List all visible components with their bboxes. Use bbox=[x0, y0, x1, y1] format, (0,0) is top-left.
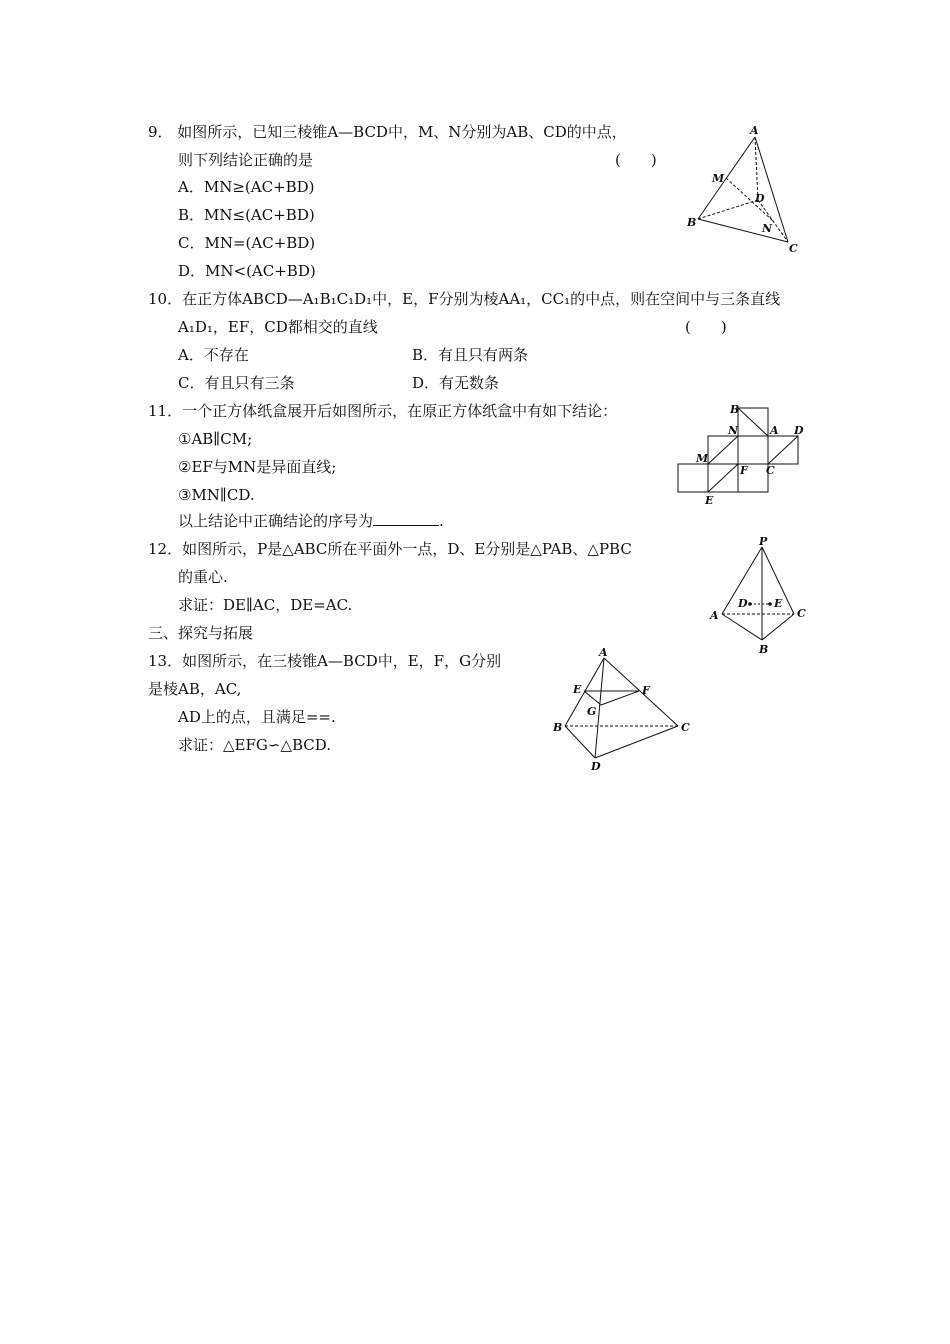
q11-label-b: B bbox=[730, 403, 740, 416]
q11-answer-line bbox=[178, 511, 444, 531]
q13-label-d: D bbox=[591, 760, 601, 773]
q12-label-p: P bbox=[759, 535, 768, 548]
q10-line1: 10．在正方体ABCD—A₁B₁C₁D₁中，E，F分别为棱AA₁，CC₁的中点，则在空间中与三条直线 bbox=[148, 290, 781, 308]
q13-line3: AD上的点，且满足==. bbox=[178, 708, 336, 726]
q9-option-a: A．MN≥(AC+BD) bbox=[178, 178, 315, 196]
q9-option-b: B．MN≤(AC+BD) bbox=[178, 206, 315, 224]
q10-option-a: A．不存在 bbox=[178, 346, 249, 364]
q9-label-a: A bbox=[750, 124, 759, 137]
q13-label-f: F bbox=[642, 684, 650, 697]
q10-option-d: D．有无数条 bbox=[412, 374, 500, 392]
q10-answer-bracket: ( ) bbox=[685, 318, 727, 336]
q9-label-n: N bbox=[762, 222, 773, 235]
q11-item1: ①AB∥CM; bbox=[178, 430, 253, 448]
q10-line2: A₁D₁，EF，CD都相交的直线 bbox=[178, 318, 378, 336]
q11-item2: ②EF与MN是异面直线; bbox=[178, 458, 337, 476]
q11-label-m: M bbox=[696, 452, 709, 465]
q12-line3: 求证：DE∥AC，DE=AC. bbox=[178, 596, 353, 614]
q12-label-d: D bbox=[738, 597, 748, 610]
q10-option-c: C．有且只有三条 bbox=[178, 374, 295, 392]
q11-answer-suffix: . bbox=[439, 512, 444, 530]
q12-label-a: A bbox=[710, 609, 719, 622]
q11-label-f: F bbox=[740, 464, 748, 477]
q11-label-d: D bbox=[794, 424, 804, 437]
q9-line2: 则下列结论正确的是 bbox=[178, 151, 314, 169]
q13-label-e: E bbox=[573, 683, 582, 696]
q12-label-b: B bbox=[759, 643, 769, 656]
q13-label-b: B bbox=[553, 721, 563, 734]
q11-item3: ③MN∥CD. bbox=[178, 486, 255, 504]
q11-answer-blank[interactable] bbox=[373, 511, 439, 526]
q12-line2: 的重心. bbox=[178, 568, 228, 586]
q10-option-b: B．有且只有两条 bbox=[412, 346, 529, 364]
q9-label-m: M bbox=[712, 172, 725, 185]
q13-label-c: C bbox=[681, 721, 690, 734]
q9-tetrahedron-figure bbox=[680, 122, 810, 257]
q12-label-e: E bbox=[774, 597, 783, 610]
section-three-heading: 三、探究与拓展 bbox=[148, 624, 254, 642]
q13-label-g: G bbox=[587, 705, 597, 718]
q12-pyramid-figure bbox=[700, 535, 820, 657]
q11-label-c: C bbox=[766, 464, 775, 477]
q9-label-c: C bbox=[789, 242, 798, 255]
q9-label-b: B bbox=[687, 216, 697, 229]
q13-line2: 是棱AB，AC, bbox=[148, 680, 242, 698]
q9-option-c: C．MN=(AC+BD) bbox=[178, 234, 316, 252]
q9-line1: 9． 如图所示，已知三棱锥A—BCD中，M、N分别为AB、CD的中点， bbox=[148, 123, 627, 141]
q9-label-d: D bbox=[755, 192, 765, 205]
q13-tetrahedron-figure bbox=[545, 642, 700, 777]
q13-line1: 13．如图所示，在三棱锥A—BCD中，E，F，G分别 bbox=[148, 652, 502, 670]
q11-label-e: E bbox=[705, 494, 714, 507]
q11-label-n: N bbox=[728, 424, 739, 437]
q11-line1: 11．一个正方体纸盒展开后如图所示，在原正方体纸盒中有如下结论： bbox=[148, 402, 618, 420]
q11-answer-prefix: 以上结论中正确结论的序号为 bbox=[178, 512, 374, 530]
q13-line4: 求证：△EFG∽△BCD. bbox=[178, 736, 332, 754]
q13-label-a: A bbox=[599, 646, 608, 659]
q11-label-a: A bbox=[770, 424, 779, 437]
q9-option-d: D．MN<(AC+BD) bbox=[178, 262, 316, 280]
q11-cube-net-figure bbox=[672, 400, 812, 510]
q9-answer-bracket: ( ) bbox=[615, 151, 657, 169]
q12-label-c: C bbox=[797, 607, 806, 620]
q12-line1: 12．如图所示，P是△ABC所在平面外一点，D、E分别是△PAB、△PBC bbox=[148, 540, 632, 558]
